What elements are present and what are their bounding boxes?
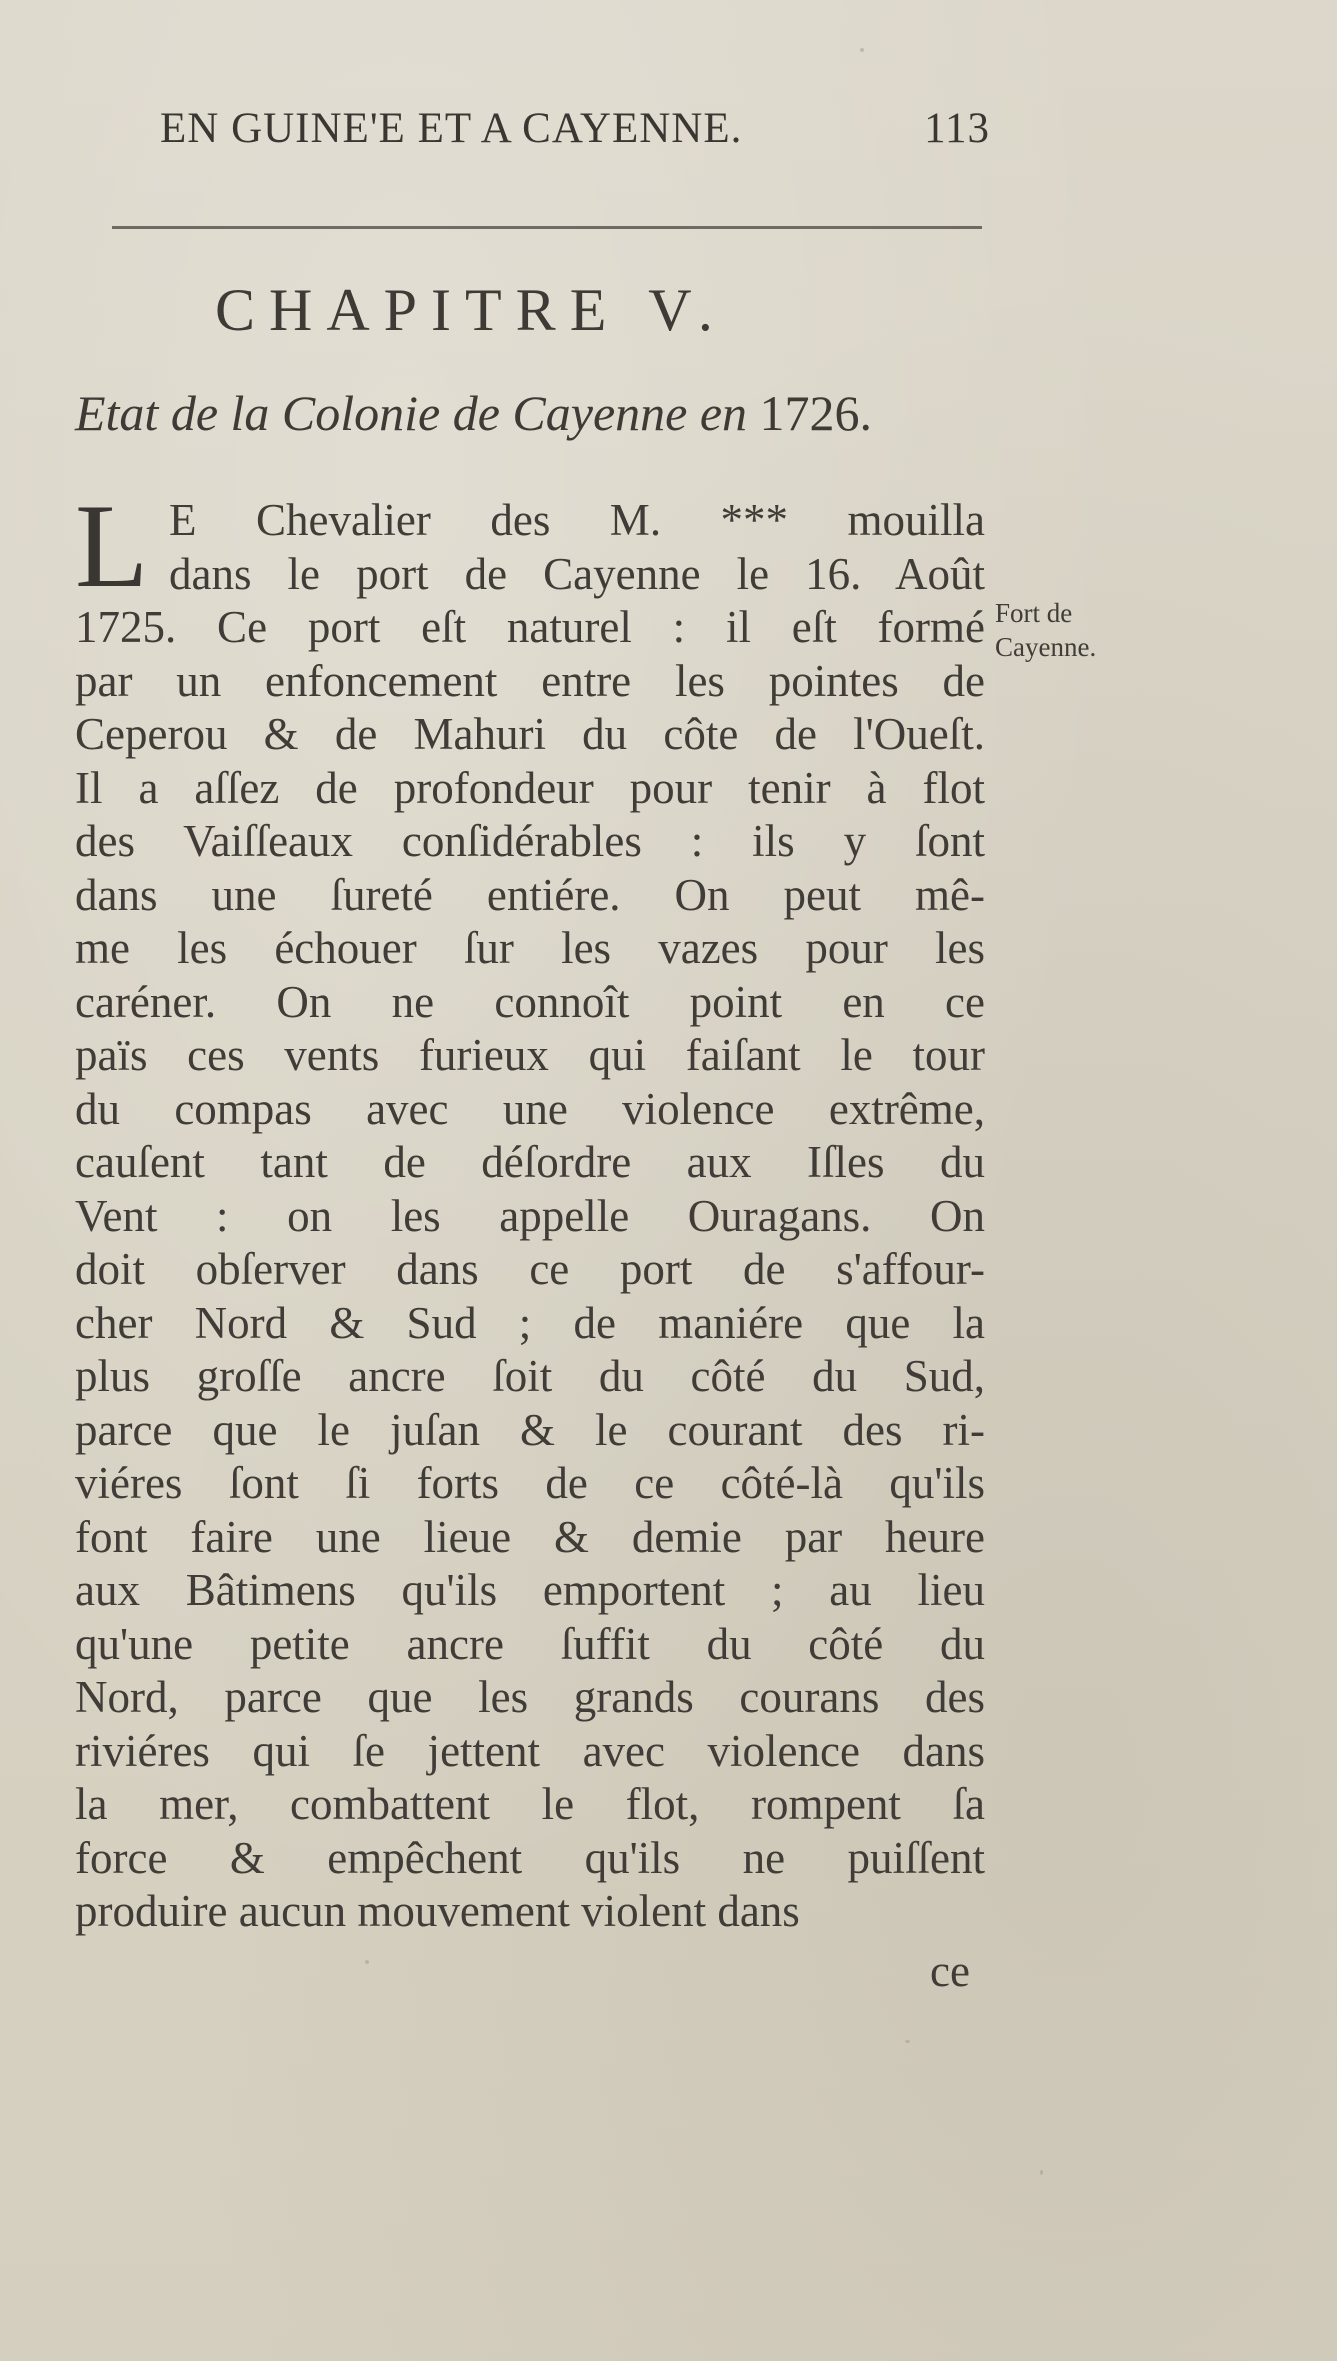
text-line: force & empêchent qu'ils ne puiſſent <box>75 1832 985 1883</box>
text-line: produire aucun mouvement violent dans <box>75 1886 800 1936</box>
header-rule <box>112 226 982 229</box>
chapter-subtitle <box>75 384 995 442</box>
text-line: dans le port de Cayenne le 16. Août <box>169 548 985 599</box>
body-text <box>75 494 985 1939</box>
text-line: Vent : on les appelle Ouragans. On <box>75 1190 985 1241</box>
text-line: doit obſerver dans ce port de s'affour- <box>75 1244 985 1294</box>
text-line: plus groſſe ancre ſoit du côté du Sud, <box>75 1351 985 1401</box>
text-line: 1725. Ce port eſt naturel : il eſt formé <box>75 602 985 652</box>
paper-speck <box>860 48 864 52</box>
text-line: viéres ſont ſi forts de ce côté-là qu'ils <box>75 1458 985 1508</box>
margin-note <box>995 596 1195 664</box>
chapter-heading: CHAPITRE V. <box>215 277 727 343</box>
text-line: font faire une lieue & demie par heure <box>75 1511 985 1562</box>
paper-speck <box>1040 2170 1043 2175</box>
text-line: qu'une petite ancre ſuffit du côté du <box>75 1618 985 1669</box>
text-line: dans une ſureté entiére. On peut mê- <box>75 869 985 920</box>
text-line: païs ces vents furieux qui faiſant le tour <box>75 1030 985 1080</box>
page-number: 113 <box>924 105 990 152</box>
paper-speck <box>365 1960 369 1964</box>
text-line: Ceperou & de Mahuri du côte de l'Oueſt. <box>75 709 985 759</box>
text-line: des Vaiſſeaux conſidérables : ils y ſont <box>75 816 985 866</box>
catchword: ce <box>930 1946 970 1996</box>
text-line: Il a aſſez de profondeur pour tenir à flot <box>75 762 985 813</box>
text-line: par un enfoncement entre les pointes de <box>75 655 985 706</box>
subtitle-year: 1726. <box>759 385 873 441</box>
text-line: Nord, parce que les grands courans des <box>75 1672 985 1722</box>
text-line: la mer, combattent le flot, rompent ſa <box>75 1779 985 1829</box>
text-line: E Chevalier des M. *** mouilla <box>169 495 985 545</box>
margin-note-line: Cayenne. <box>995 632 1097 662</box>
drop-cap: L <box>75 479 149 612</box>
margin-note-line: Fort de <box>995 598 1073 628</box>
text-line: caréner. On ne connoît point en ce <box>75 976 985 1027</box>
text-line: cher Nord & Sud ; de maniére que la <box>75 1297 985 1348</box>
text-line: du compas avec une violence extrême, <box>75 1083 985 1134</box>
running-title: EN GUINE'E ET A CAYENNE. <box>160 105 743 152</box>
text-line: aux Bâtimens qu'ils emportent ; au lieu <box>75 1565 985 1615</box>
text-line: cauſent tant de déſordre aux Iſles du <box>75 1137 985 1187</box>
subtitle-text: Etat de la Colonie de Cayenne en <box>75 385 748 441</box>
text-line: me les échouer ſur les vazes pour les <box>75 923 985 973</box>
text-line: riviéres qui ſe jettent avec violence dans <box>75 1725 985 1776</box>
paper-speck <box>905 2040 910 2043</box>
running-head <box>160 104 990 164</box>
text-line: parce que le juſan & le courant des ri- <box>75 1404 985 1455</box>
